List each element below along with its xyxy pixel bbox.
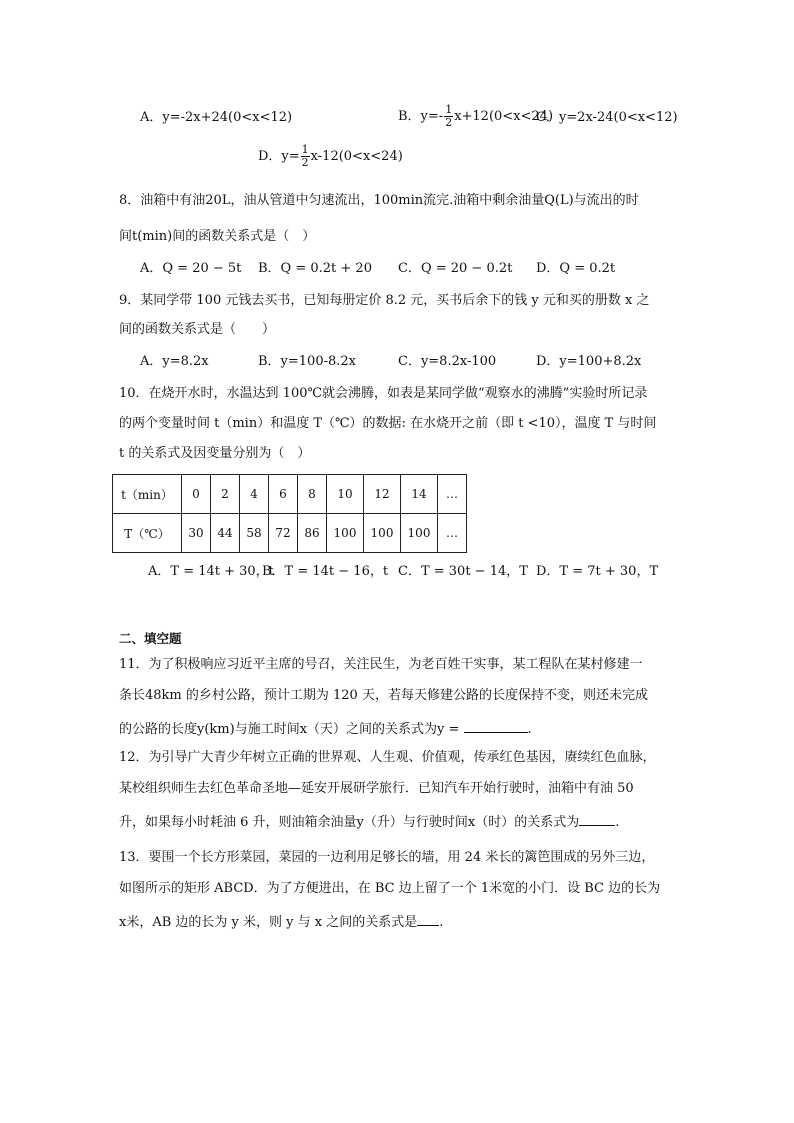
table-cell: 0: [182, 475, 211, 514]
q10-option-d: D．T = 7t + 30，T: [536, 564, 659, 579]
fraction-numerator: 1: [445, 103, 453, 116]
q8-stem-line-1: 8．油箱中有油20L，油从管道中匀速流出，100min流完.油箱中剩余油量Q(L)与流出的时: [119, 193, 639, 208]
q10-option-a: A．T = 14t + 30，t: [148, 564, 274, 579]
table-cell: …: [438, 514, 467, 553]
fraction-denominator: 2: [445, 116, 453, 129]
q8-option-a: A．Q = 20 − 5t: [140, 261, 242, 276]
table-cell: 4: [240, 475, 269, 514]
q11-stem-line-3: [119, 718, 532, 739]
table-cell: …: [438, 475, 467, 514]
table-cell: 58: [240, 514, 269, 553]
q9-option-b: B．y=100-8.2x: [258, 354, 357, 369]
q9-option-c: C．y=8.2x-100: [398, 354, 497, 369]
section-heading: 二、填空题: [119, 631, 182, 646]
q8-option-d: D．Q = 0.2t: [536, 261, 616, 276]
q9-stem-line-1: 9．某同学带 100 元钱去买书，已知每册定价 8.2 元，买书后余下的钱 y 元和买的册数 x 之: [119, 293, 650, 308]
q8-stem-line-2: 间t(min)间的函数关系式是（ ）: [119, 229, 316, 244]
q12-stem-line-3: [119, 811, 619, 832]
q7-option-d-suffix: x-12(0<x<24): [310, 149, 403, 164]
q13-stem-line-3: [119, 911, 443, 932]
q12-stem-line-1: 12．为引导广大青少年树立正确的世界观、人生观、价值观，传承红色基因，赓续红色血脉，: [119, 750, 656, 765]
q7-option-d: [258, 141, 403, 173]
q7-option-a: A．y=-2x+24(0<x<12): [140, 110, 293, 125]
table-row-header: t（min）: [113, 475, 182, 514]
q9-stem-line-2: 间的函数关系式是（ ）: [119, 322, 276, 337]
table-cell: 86: [298, 514, 327, 553]
fraction-denominator: 2: [301, 156, 309, 169]
q9-option-a: A．y=8.2x: [140, 354, 209, 369]
q10-option-b: B．T = 14t − 16，t: [262, 564, 389, 579]
table-cell: 10: [327, 475, 364, 514]
table-row: [113, 514, 467, 553]
q11-stem-line-3-text: 的公路的长度y(km)与施工时间x（天）之间的关系式为y =: [119, 722, 460, 737]
q8-option-c: C．Q = 20 − 0.2t: [398, 261, 513, 276]
table-cell: 14: [401, 475, 438, 514]
table-cell: 72: [269, 514, 298, 553]
table-row: [113, 475, 467, 514]
table-cell: 6: [269, 475, 298, 514]
table-cell: 100: [327, 514, 364, 553]
q13-stem-line-1: 13．要围一个长方形菜园，菜园的一边利用足够长的墙，用 24 米长的篱笆围成的另外三边，: [119, 850, 655, 865]
q11-period: .: [527, 722, 532, 737]
table-cell: 8: [298, 475, 327, 514]
q10-option-c: C．T = 30t − 14，T: [398, 564, 528, 579]
q10-stem-line-3: t 的关系式及因变量分别为（ ）: [119, 446, 311, 461]
q7-option-d-fraction: [301, 144, 310, 169]
q13-period: .: [439, 915, 444, 930]
q13-stem-line-2: 如图所示的矩形 ABCD．为了方便进出，在 BC 边上留了一个 1米宽的小门．设 BC 边的长为: [119, 881, 661, 896]
table-cell: 2: [211, 475, 240, 514]
table-cell: 30: [182, 514, 211, 553]
q10-stem-line-1: 10．在烧开水时，水温达到 100℃就会沸腾，如表是某同学做“观察水的沸腾”实验时所记录: [119, 386, 648, 401]
fraction-numerator: 1: [301, 143, 309, 156]
q7-option-c: C．y=2x-24(0<x<12): [536, 110, 678, 125]
q12-stem-line-3-text: 升，如果每小时耗油 6 升，则油箱余油量y（升）与行驶时间x（时）的关系式为: [119, 815, 580, 830]
q7-option-b: [398, 101, 553, 133]
q7-option-b-fraction: [444, 104, 453, 129]
q7-option-b-prefix: B．y=-: [398, 109, 444, 124]
q9-option-d: D．y=100+8.2x: [536, 354, 642, 369]
q11-stem-line-2: 条长48km 的乡村公路，预计工期为 120 天，若每天修建公路的长度保持不变，则还未完成: [119, 688, 648, 703]
q7-option-b-suffix: x+12(0<x<24): [454, 109, 554, 124]
table-cell: 100: [401, 514, 438, 553]
q11-stem-line-1: 11．为了积极响应习近平主席的号召，关注民生，为老百姓干实事，某工程队在某村修建一: [119, 657, 643, 672]
q13-stem-line-3-text: x米，AB 边的长为 y 米，则 y 与 x 之间的关系式是: [119, 915, 418, 930]
q10-data-table: [112, 474, 467, 553]
q8-option-b: B．Q = 0.2t + 20: [258, 261, 372, 276]
answer-blank[interactable]: [464, 718, 528, 733]
q10-stem-line-2: 的两个变量时间 t（min）和温度 T（℃）的数据: 在水烧开之前（即 t <10），温度 T 与时间: [119, 416, 657, 431]
table-cell: 100: [364, 514, 401, 553]
q12-period: .: [615, 815, 620, 830]
table-row-header: T（℃）: [113, 514, 182, 553]
table-cell: 12: [364, 475, 401, 514]
answer-blank[interactable]: [417, 911, 439, 926]
q7-option-d-prefix: D．y=: [258, 149, 300, 164]
answer-blank[interactable]: [579, 811, 615, 826]
q12-stem-line-2: 某校组织师生去红色革命圣地—延安开展研学旅行．已知汽车开始行驶时，油箱中有油 50: [119, 781, 634, 796]
table-cell: 44: [211, 514, 240, 553]
